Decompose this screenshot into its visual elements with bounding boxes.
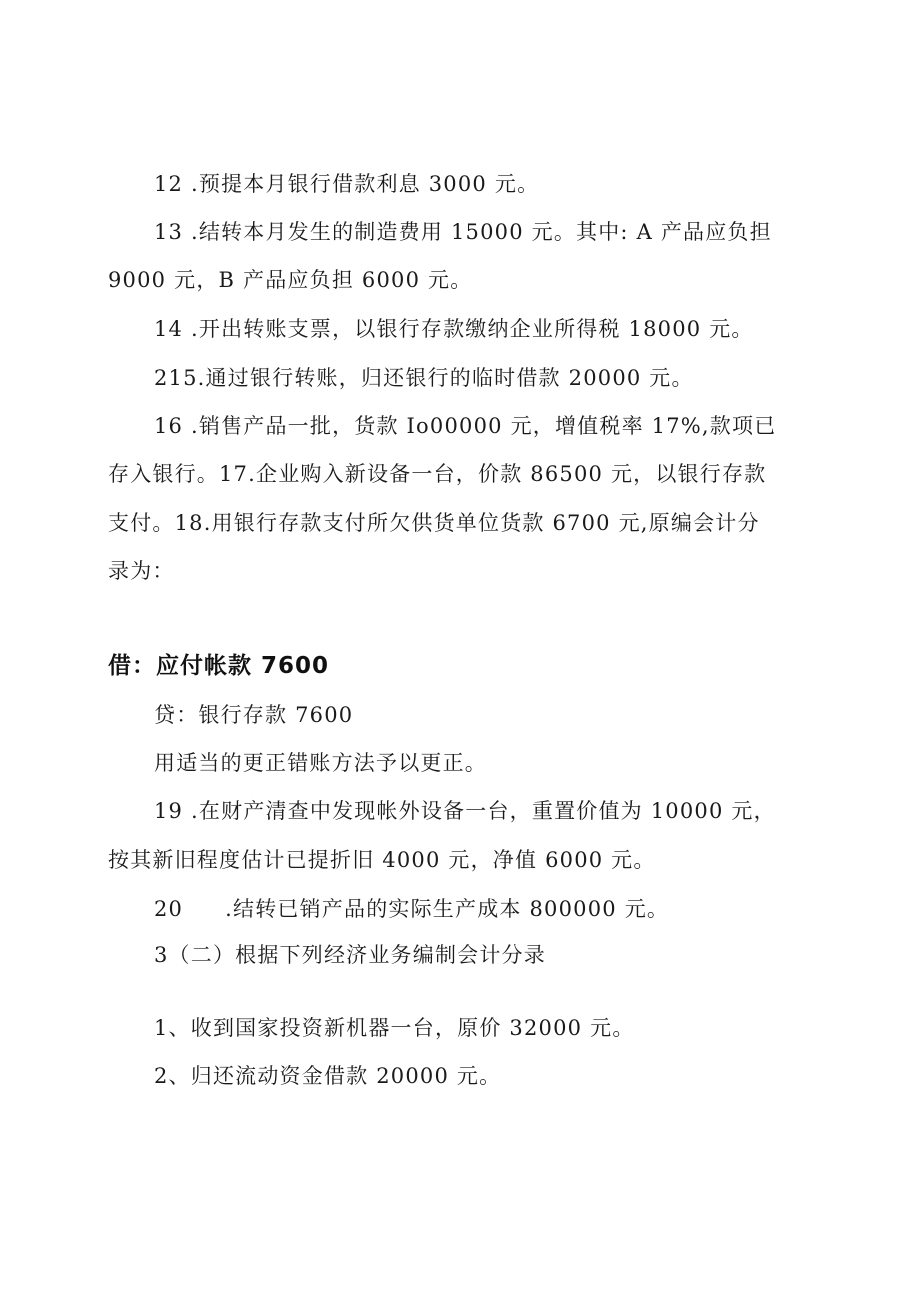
item-20-number: 20 — [154, 897, 184, 921]
paragraph-item-19-line-2: 按其新旧程度估计已提折旧 4000 元，净值 6000 元。 — [108, 848, 656, 872]
paragraph-item-13-line-1: 13 .结转本月发生的制造费用 15000 元。其中: A 产品应负担 — [154, 220, 772, 244]
journal-entry-debit: 借：应付帐款 7600 — [108, 653, 330, 679]
paragraph-item-16-line-1: 16 .销售产品一批，货款 Io00000 元，增值税率 17%,款项已 — [154, 414, 777, 438]
paragraph-item-18-line-1: 支付。18.用银行存款支付所欠供货单位货款 6700 元,原编会计分 — [108, 511, 760, 535]
paragraph-item-13-line-2: 9000 元，B 产品应负担 6000 元。 — [108, 268, 473, 292]
item-20-text: .结转已销产品的实际生产成本 800000 元。 — [225, 897, 670, 921]
paragraph-item-18-line-2: 录为： — [108, 559, 175, 583]
paragraph-item-12: 12 .预提本月银行借款利息 3000 元。 — [154, 172, 540, 196]
correction-instruction: 用适当的更正错账方法予以更正。 — [154, 751, 487, 775]
section-heading: 3（二）根据下列经济业务编制会计分录 — [154, 943, 546, 967]
paragraph-item-14: 14 .开出转账支票，以银行存款缴纳企业所得税 18000 元。 — [154, 317, 754, 341]
journal-entry-credit: 贷：银行存款 7600 — [154, 703, 354, 727]
task-item-2: 2、归还流动资金借款 20000 元。 — [154, 1064, 502, 1088]
paragraph-item-15: 215.通过银行转账，归还银行的临时借款 20000 元。 — [154, 366, 694, 390]
task-item-1: 1、收到国家投资新机器一台，原价 32000 元。 — [154, 1016, 635, 1040]
paragraph-item-16-line-2: 存入银行。17.企业购入新设备一台，价款 86500 元，以银行存款 — [108, 462, 767, 486]
paragraph-item-20 — [154, 895, 669, 923]
paragraph-item-19-line-1: 19 .在财产清查中发现帐外设备一台，重置价值为 10000 元， — [154, 799, 776, 823]
